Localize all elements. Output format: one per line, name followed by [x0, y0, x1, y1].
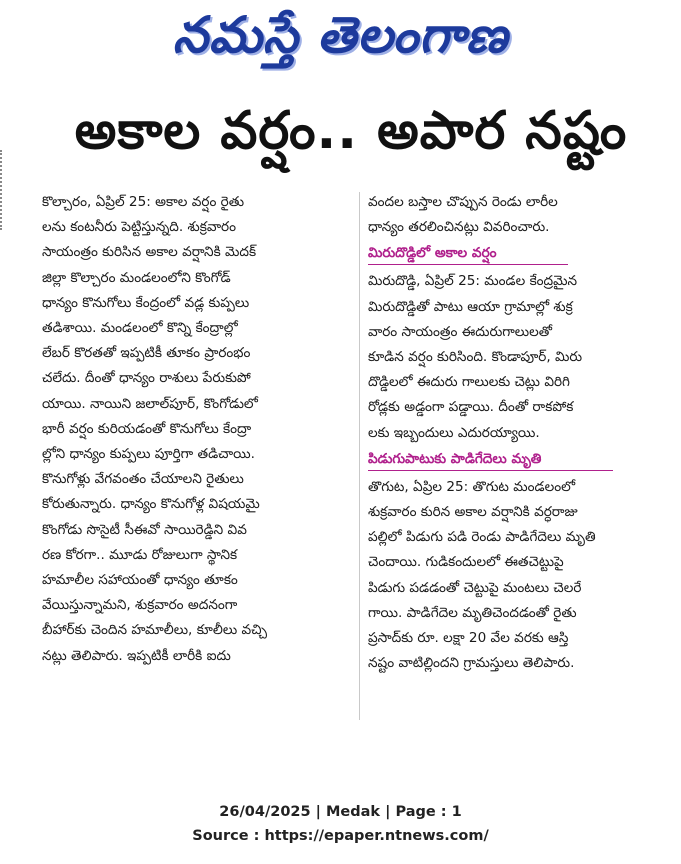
- subheading-mirudoddi: మిరుదొడ్డిలో అకాల వర్షం: [368, 242, 568, 265]
- column-divider: [359, 192, 360, 720]
- text-line: జిల్లా కొల్చారం మండలంలోని కొంగోడ్: [42, 269, 231, 286]
- text-line: దొడ్డిలలో ఈదురు గాలులకు చెట్లు విరిగి: [368, 374, 570, 391]
- subheading-lightning: పిడుగుపాటుకు పాడిగేదెలు మృతి: [368, 448, 613, 471]
- text-line: మిరుదొడ్డితో పాటు ఆయా గ్రామాల్లో శుక్ర: [368, 298, 573, 315]
- text-line: నష్టం వాటిల్లిందని గ్రామస్తులు తెలిపారు.: [368, 655, 575, 672]
- text-line: ధాన్యం కొనుగోలు కేంద్రంలో వడ్ల కుప్పలు: [42, 294, 250, 311]
- newspaper-masthead: [0, 2, 681, 80]
- text-line: పిడుగు పడడంతో చెట్టుపై మంటలు చెలరే: [368, 579, 582, 596]
- text-line: సాయంత్రం కురిసిన అకాల వర్షానికి మెదక్: [42, 244, 257, 261]
- text-line: కోరుతున్నారు. ధాన్యం కొనుగోళ్ల విషయమై: [42, 496, 260, 513]
- text-line: భారీ వర్షం కురియడంతో కొనుగోలు కేంద్రా: [42, 420, 252, 437]
- text-line: హమాలీల సహాయంతో ధాన్యం తూకం: [42, 572, 238, 589]
- footer-source-link[interactable]: Source : https://epaper.ntnews.com/: [192, 828, 489, 844]
- masthead-logo-text: నమస్తే తెలంగాణ: [172, 5, 509, 64]
- text-line: లను కంటనీరు పెట్టిస్తున్నది. శుక్రవారం: [42, 219, 237, 236]
- text-line: శుక్రవారం కురిన అకాల వర్షానికి వర్ధరాజు: [368, 504, 578, 521]
- text-line: కొంగోడు సొసైటీ సీఈవో సాయిరెడ్డిని వివ: [42, 521, 247, 538]
- text-line: మిరుదొడ్డి, ఏప్రిల్ 25: మండల కేంద్రమైన: [368, 273, 578, 290]
- text-line: పల్లిలో పిడుగు పడి రెండు పాడిగేదెలు మృతి: [368, 529, 596, 546]
- text-line: బీహార్‌కు చెందిన హమాలీలు, కూలీలు వచ్చి: [42, 622, 268, 639]
- text-line: ధాన్యం తరలించినట్లు వివరించారు.: [368, 219, 550, 236]
- text-line: ప్రసాద్‌కు రూ. లక్షా 20 వేల వరకు ఆస్తి: [368, 630, 569, 647]
- text-line: రణ కోరగా.. మూడు రోజులుగా స్థానిక: [42, 546, 238, 563]
- page-edge-marks: [0, 150, 5, 230]
- text-line: వేయిస్తున్నామని, శుక్రవారం అదనంగా: [42, 597, 238, 614]
- text-line: నట్లు తెలిపారు. ఇప్పటికీ లారీకి ఐదు: [42, 647, 231, 664]
- footer-date-edition: 26/04/2025 | Medak | Page : 1: [219, 804, 462, 820]
- right-column-mirudoddi-text: [368, 269, 666, 445]
- right-column-intro: [368, 190, 666, 240]
- text-line: వందల బస్తాల చొప్పున రెండు లారీల: [368, 194, 558, 210]
- text-line: ల్లోని ధాన్యం కుప్పలు పూర్తిగా తడిచాయి.: [42, 446, 255, 463]
- right-column-toguta-text: [368, 475, 666, 677]
- text-line: చలేదు. దీంతో ధాన్యం రాశులు పేరుకుపో: [42, 370, 251, 387]
- text-line: కొనుగోళ్లు వేగవంతం చేయాలని రైతులు: [42, 471, 244, 488]
- text-line: తడిశాయి. మండలంలో కొన్ని కేంద్రాల్లో: [42, 320, 238, 337]
- text-line: గాయి. పాడిగేదెల మృతిచెందడంతో రైతు: [368, 604, 577, 621]
- text-line: లకు ఇబ్బందులు ఎదురయ్యాయి.: [368, 424, 540, 441]
- text-line: వారం సాయంత్రం ఈదురుగాలులతో: [368, 323, 553, 340]
- text-line: చెందాయి. గుడికందులలో ఈతచెట్టుపై: [368, 554, 564, 571]
- page-footer: [0, 800, 681, 848]
- article-column-left: [42, 190, 347, 669]
- text-line: కొల్చారం, ఏప్రిల్ 25: అకాల వర్షం రైతు: [42, 194, 245, 210]
- text-line: యాయి. నాయిని జలాల్‌పూర్, కొంగోడులో: [42, 395, 258, 412]
- text-line: తొగుట, ఏప్రిల 25: తొగుట మండలంలో: [368, 478, 576, 495]
- text-line: కూడిన వర్షం కురిసింది. కొండాపూర్, మిరు: [368, 349, 583, 366]
- article-column-right: [368, 190, 666, 676]
- text-line: లేబర్ కొరతతో ఇప్పటికీ తూకం ప్రారంభం: [42, 345, 251, 362]
- text-line: రోడ్లకు అడ్డంగా పడ్డాయి. దీంతో రాకపోక: [368, 399, 574, 416]
- article-headline: అకాల వర్షం.. అపార నష్టం: [74, 100, 628, 161]
